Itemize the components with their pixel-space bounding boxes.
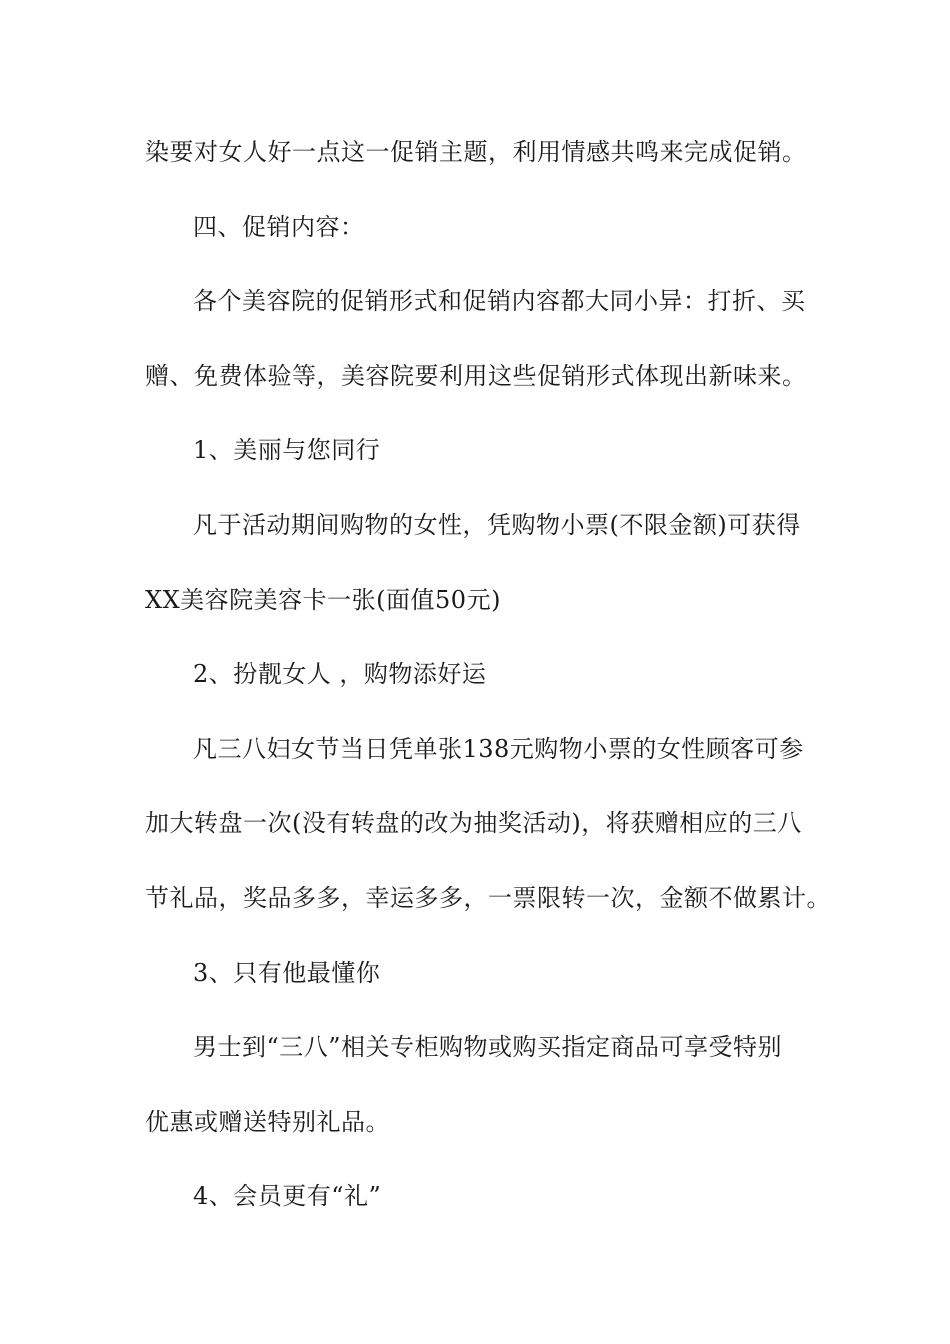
section-heading-promotion-content: 四、促销内容： — [193, 212, 365, 241]
text-line: 赠、免费体验等，美容院要利用这些促销形式体现出新味来。 — [145, 361, 807, 390]
text-line: 优惠或赠送特别礼品。 — [145, 1107, 390, 1136]
text-line: 加大转盘一次(没有转盘的改为抽奖活动)，将获赠相应的三八 — [145, 809, 802, 838]
item-heading-3: 3、只有他最懂你 — [193, 958, 381, 987]
text-line: 染要对女人好一点这一促销主题，利用情感共鸣来完成促销。 — [145, 138, 807, 166]
text-line: 节礼品，奖品多多，幸运多多，一票限转一次，金额不做累计。 — [145, 883, 831, 912]
document-body — [145, 128, 831, 1247]
item-heading-2: 2、扮靓女人 ，购物添好运 — [193, 660, 487, 689]
text-line: 各个美容院的促销形式和促销内容都大同小异：打折、买 — [193, 287, 806, 316]
item-heading-1: 1、美丽与您同行 — [193, 436, 381, 465]
text-line: 凡于活动期间购物的女性，凭购物小票(不限金额)可获得 — [193, 510, 801, 539]
text-line: 男士到“三八”相关专柜购物或购买指定商品可享受特别 — [193, 1033, 783, 1062]
text-line: XX美容院美容卡一张(面值50元) — [145, 585, 501, 614]
item-heading-4: 4、会员更有“礼” — [193, 1182, 382, 1211]
text-line: 凡三八妇女节当日凭单张138元购物小票的女性顾客可参 — [193, 734, 804, 763]
